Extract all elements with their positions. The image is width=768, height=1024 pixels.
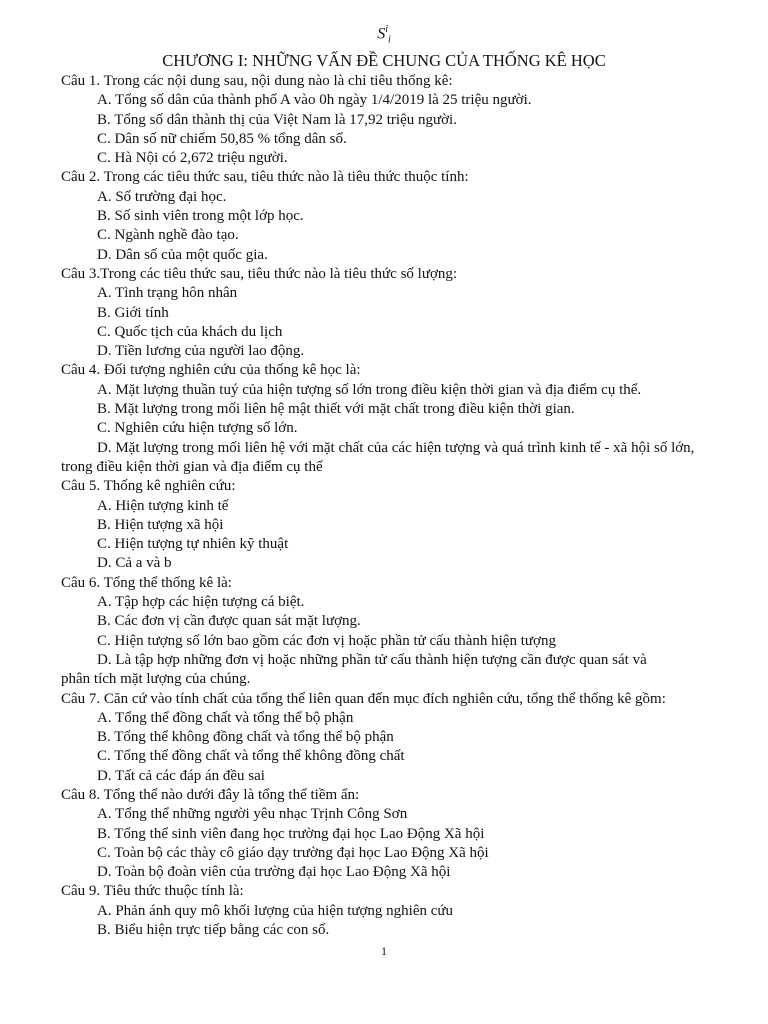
formula-symbol [0,24,768,48]
answer-option: B. Tổng số dân thành thị của Việt Nam là 17,92 triệu người. [97,111,457,128]
question-text: Câu 5. Thống kê nghiên cứu: [61,478,236,495]
question-list [61,72,729,940]
answer-option: C. Hiện tượng số lớn bao gồm các đơn vị hoặc phần tử cấu thành hiện tượng [97,632,556,649]
answer-option: A. Mặt lượng thuần tuý của hiện tượng số lớn trong điều kiện thời gian và địa điểm cụ thể. [97,381,642,398]
symbol-subscript: i [388,34,391,46]
answer-option: C. Hiện tượng tự nhiên kỹ thuật [97,536,289,553]
answer-option: A. Tổng số dân của thành phố A vào 0h ngày 1/4/2019 là 25 triệu người. [97,92,532,109]
answer-option: B. Hiện tượng xã hội [97,516,224,533]
answer-option-line-1: D. Mặt lượng trong mối liên hệ với mặt chất của các hiện tượng và quá trình kinh tế - xã hội số lớn, [97,439,695,456]
answer-option: C. Ngành nghề đào tạo. [97,227,239,244]
answer-option: C. Dân số nữ chiếm 50,85 % tổng dân số. [97,130,347,147]
answer-option-line-2: phân tích mặt lượng của chúng. [61,671,251,688]
question-text: Câu 6. Tổng thể thống kê là: [61,574,232,591]
symbol-superscript: i [385,24,388,35]
question-text: Câu 8. Tổng thể nào dưới đây là tổng thể tiềm ẩn: [61,786,360,803]
question-text: Câu 3.Trong các tiêu thức sau, tiêu thức nào là tiêu thức số lượng: [61,265,458,282]
question-text: Câu 2. Trong các tiêu thức sau, tiêu thức nào là tiêu thức thuộc tính: [61,169,469,186]
answer-option: B. Tổng thể sinh viên đang học trường đại học Lao Động Xã hội [97,825,485,842]
question-text: Câu 4. Đối tượng nghiên cứu của thống kê học là: [61,362,361,379]
question-text: Câu 7. Căn cứ vào tính chất của tổng thể liên quan đến mục đích nghiên cứu, tổng thể thống kê gồm: [61,690,666,707]
answer-option: A. Tình trạng hôn nhân [97,285,238,302]
symbol-base: S [377,25,386,43]
answer-option: A. Phản ánh quy mô khối lượng của hiện tượng nghiên cứu [97,902,454,919]
answer-option: B. Các đơn vị cần được quan sát mặt lượng. [97,613,361,630]
answer-option: D. Toàn bộ đoàn viên của trường đại học Lao Động Xã hội [97,864,451,881]
answer-option: D. Tiền lương của người lao động. [97,343,305,360]
answer-option: C. Toàn bộ các thày cô giáo dạy trường đại học Lao Động Xã hội [97,844,489,861]
answer-option: C. Nghiên cứu hiện tượng số lớn. [97,420,298,437]
answer-option: B. Số sinh viên trong một lớp học. [97,208,304,225]
answer-option: D. Cả a và b [97,555,172,572]
answer-option: B. Mặt lượng trong mối liên hệ mật thiết với mặt chất trong điều kiện thời gian. [97,401,575,418]
answer-option-line-1: D. Là tập hợp những đơn vị hoặc những phần tử cấu thành hiện tượng cần được quan sát và [97,651,647,668]
answer-option: D. Tất cả các đáp án đều sai [97,767,265,784]
answer-option: B. Biểu hiện trực tiếp bằng các con số. [97,922,330,939]
answer-option: A. Số trường đại học. [97,188,227,205]
answer-option: C. Hà Nội có 2,672 triệu người. [97,150,288,167]
answer-option: C. Quốc tịch của khách du lịch [97,323,283,340]
page-number: 1 [381,944,387,958]
answer-option: A. Tổng thể những người yêu nhạc Trịnh Công Sơn [97,806,408,823]
answer-option: B. Tổng thể không đồng chất và tổng thể bộ phận [97,729,394,746]
answer-option: C. Tổng thể đồng chất và tổng thể không đồng chất [97,748,405,765]
chapter-title: CHƯƠNG I: NHỮNG VẤN ĐỀ CHUNG CỦA THỐNG KÊ HỌC [162,51,606,70]
answer-option: A. Tập hợp các hiện tượng cá biệt. [97,594,305,611]
answer-option-line-2: trong điều kiện thời gian và địa điểm cụ thể [61,458,323,475]
question-text: Câu 1. Trong các nội dung sau, nội dung nào là chỉ tiêu thống kê: [61,73,453,89]
answer-option: A. Tổng thể đồng chất và tổng thể bộ phận [97,709,354,726]
answer-option: B. Giới tính [97,304,169,321]
answer-option: D. Dân số của một quốc gia. [97,246,268,263]
answer-option: A. Hiện tượng kinh tế [97,497,229,514]
question-text: Câu 9. Tiêu thức thuộc tính là: [61,883,244,900]
